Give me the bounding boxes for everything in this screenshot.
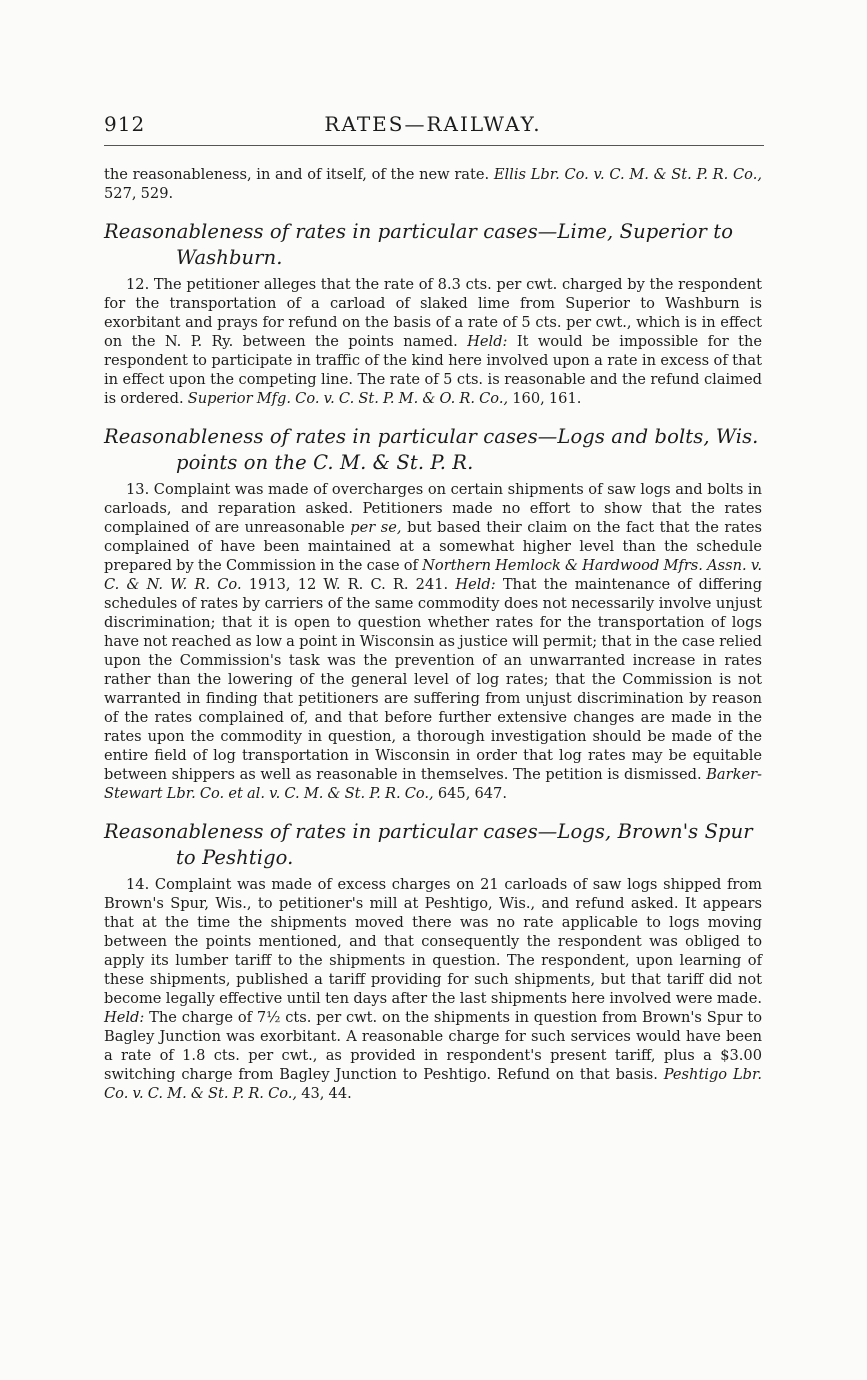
section-heading: Reasonableness of rates in particular cases—Logs, Brown's Spur to Peshtigo.	[104, 820, 753, 869]
paragraph-12: 12. The petitioner alleges that the rate of 8.3 cts. per cwt. charged by the respondent for the transportation of a carload of slaked lime from Superior to Washburn is exorbitant and prays for refund on the basis of a rate of 5 cts. per cwt., which is in effect on the N. P. Ry. between the points named. Held: It would be impossible for the respondent to participate in traffic of the kind here involved upon a rate in excess of that in effect upon the competing line. The rate of 5 cts. is reasonable and the refund claimed is ordered. Superior Mfg. Co. v. C. St. P. M. & O. R. Co., 160, 161.	[104, 276, 763, 407]
page-number: 912	[104, 112, 146, 136]
page-body	[104, 165, 762, 1103]
section-heading: Reasonableness of rates in particular cases—Lime, Superior to Washburn.	[104, 220, 734, 269]
intro-paragraph: the reasonableness, in and of itself, of the new rate. Ellis Lbr. Co. v. C. M. & St. P. R. Co., 527, 529.	[104, 166, 762, 202]
running-head: RATES—RAILWAY.	[324, 112, 542, 136]
citation: Barker-Stewart Lbr. Co. et al. v. C. M. & St. P. R. Co.,	[104, 766, 762, 802]
paragraph-13: 13. Complaint was made of overcharges on certain shipments of saw logs and bolts in carloads, and reparation asked. Petitioners made no effort to show that the rates complained of are unreasonable per se, but based their claim on the fact that the rates complained of have been maintained at a somewhat higher level than the schedule prepared by the Commission in the case of Northern Hemlock & Hardwood Mfrs. Assn. v. C. & N. W. R. Co. 1913, 12 W. R. C. R. 241. Held: That the maintenance of differing schedules of rates by carriers of the same commodity does not necessarily involve unjust discrimination; that it is open to question whether rates for the transportation of logs have not reached as low a point in Wisconsin as justice will permit; that in the case relied upon the Commission's task was the prevention of an unwarranted increase in rates rather than the lowering of the general level of log rates; that the Commission is not warranted in finding that petitioners are suffering from unjust discrimination by reason of the rates complained of, and that before further extensive changes are made in the rates upon the commodity in question, a thorough investigation should be made of the entire field of log transportation in Wisconsin in order that log rates may be equitable between shippers as well as reasonable in themselves. The petition is dismissed. Barker-Stewart Lbr. Co. et al. v. C. M. & St. P. R. Co., 645, 647.	[104, 481, 763, 802]
section-heading: Reasonableness of rates in particular cases—Logs and bolts, Wis. points on the C. M. & St. P. R.	[104, 425, 759, 474]
citation: Ellis Lbr. Co. v. C. M. & St. P. R. Co.,	[493, 166, 762, 183]
held-label: Held:	[104, 1009, 145, 1026]
citation: Peshtigo Lbr. Co. v. C. M. & St. P. R. Co.,	[104, 1066, 762, 1102]
case-name: Northern Hemlock & Hardwood Mfrs. Assn. v. C. & N. W. R. Co.	[104, 557, 762, 593]
page-header	[104, 112, 762, 142]
held-label: Held:	[467, 333, 508, 350]
paragraph-14: 14. Complaint was made of excess charges on 21 carloads of saw logs shipped from Brown's Spur, Wis., to petitioner's mill at Peshtigo, Wis., and refund asked. It appears that at the time the shipments moved there was no rate applicable to logs moving between the points mentioned, and that consequently the respondent was obliged to apply its lumber tariff to the shipments in question. The respondent, upon learning of these shipments, published a tariff providing for such shipments, but that tariff did not become legally effective until ten days after the last shipments here involved were made. Held: The charge of 7½ cts. per cwt. on the shipments in question from Brown's Spur to Bagley Junction was exorbitant. A reasonable charge for such services would have been a rate of 1.8 cts. per cwt., as provided in respondent's present tariff, plus a $3.00 switching charge from Bagley Junction to Peshtigo. Refund on that basis. Peshtigo Lbr. Co. v. C. M. & St. P. R. Co., 43, 44.	[104, 876, 762, 1102]
citation: Superior Mfg. Co. v. C. St. P. M. & O. R. Co.,	[187, 390, 509, 407]
header-rule	[104, 145, 764, 146]
held-label: Held:	[455, 576, 496, 593]
